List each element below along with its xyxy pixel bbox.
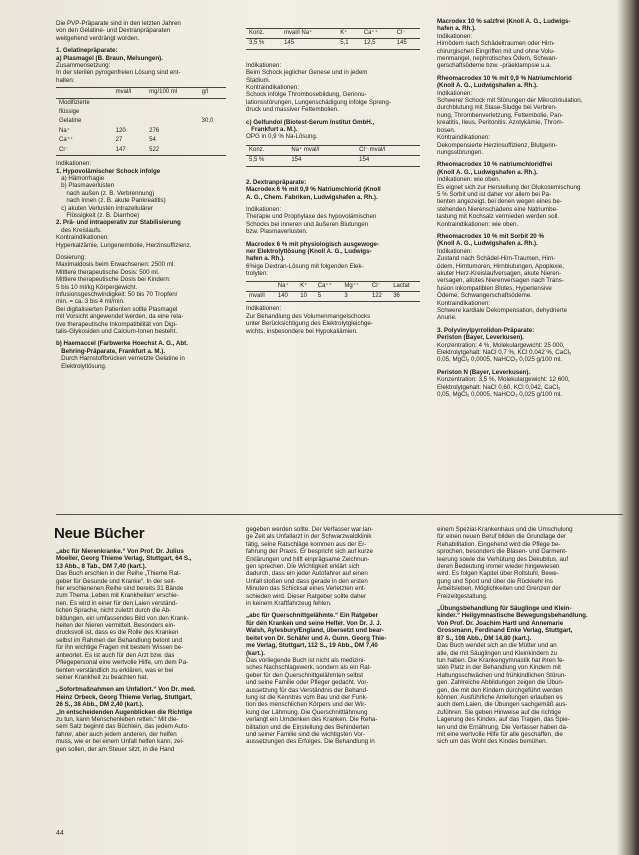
table-cell xyxy=(146,117,199,126)
text-line: Durch Harnstoffbrücken vernetzte Gelatine in xyxy=(56,355,185,363)
text-line: „Übungsbehandlung für Säuglinge und Klein- xyxy=(437,605,572,613)
table-cell: mval/l xyxy=(246,291,275,301)
text-line: zuführen. Sie geben Hinweise auf die richtige xyxy=(437,708,562,716)
text-line: nungsstörungen. xyxy=(437,148,484,156)
table-cell: 140 xyxy=(275,291,297,301)
text-line: können. Ausführliche Anleitungen erlauben es xyxy=(437,693,563,701)
table-cell xyxy=(146,108,199,117)
text-line: Indikationen: xyxy=(56,160,92,168)
haemaccel-table xyxy=(246,28,420,50)
column-2 xyxy=(246,28,422,335)
text-line: von den Gelatine- und Dextranpräparaten xyxy=(56,27,171,35)
text-line: Hirnödem nach Schädeltraumen oder Hirn- xyxy=(437,40,555,48)
text-line: Kontraindikationen: wie oben. xyxy=(437,220,519,228)
text-line: Moeller, Georg Thieme Verlag, Stuttgart, 64 S., xyxy=(56,555,192,563)
section-divider xyxy=(56,514,623,515)
text-line: antwortet. Es ist auch für den Arzt bzw. das xyxy=(56,651,175,659)
text-line: Rheomacrodex 10 % mit 0,9 % Natriumchlorid xyxy=(437,74,572,82)
table-cell: 36 xyxy=(390,291,420,301)
text-line: Kontraindikationen: xyxy=(56,234,109,242)
text-line: her erschienenen Reihe sind bereits 31 Bände xyxy=(56,585,184,593)
text-line: beitet von Dr. Schäfer und A. Gunn. Georg Thie- xyxy=(246,634,387,642)
text-line: len und die Ernährung. Die Verfasser haben da- xyxy=(437,723,569,731)
text-line: 0,05, MgCl₂ 0,0005, NaHCO₃ 0,025 g/100 ml. xyxy=(437,391,562,399)
column-3 xyxy=(437,18,623,399)
text-line: Macrodex 6 % mit 0,9 % Natriumchlorid (Knoll xyxy=(246,186,381,194)
text-line: fahrung der Praxis. Er bespricht sich auf kurze xyxy=(246,548,373,556)
text-line: Frankfurt a. M.). xyxy=(246,126,298,134)
text-line: hafen a. Rh.). xyxy=(246,255,285,263)
text-line: unter Berücksichtigung des Elektrolytgleichge- xyxy=(246,320,373,328)
books-column-1 xyxy=(56,548,232,753)
table-cell: Modifizierte xyxy=(59,99,90,106)
table-cell xyxy=(113,98,146,108)
text-line: gen, die mit den Kindern durchgeführt werden xyxy=(437,686,563,694)
text-line: mit Vorsicht angewendet werden, da eine rela- xyxy=(56,313,184,321)
text-line: kinder.“ Heilgymnastische Bewegungsbehandlung. xyxy=(437,612,588,620)
table-header-cell: Na⁺ mval/l xyxy=(288,145,356,155)
text-line: bosen. xyxy=(437,126,456,134)
table-header-cell: K⁺ xyxy=(297,281,315,291)
table-cell: 145 xyxy=(281,39,337,49)
text-line: A. G., Chem. Fabriken, Ludwigshafen a. Rh.). xyxy=(246,193,378,201)
text-line: Pflegepersonal eine wertvolle Hilfe, um dem Pa- xyxy=(56,659,189,667)
text-line: fahrer, aber auch jedem anderen, der helfen xyxy=(56,730,177,738)
text-line: für ihn wichtige Fragen mit bestem Wissen be- xyxy=(56,644,184,652)
table-cell: Na⁺ xyxy=(59,127,70,134)
text-line: Maximaldosis beim Erwachsenen: 2500 ml. xyxy=(56,261,175,269)
text-line: b) Haemaccel (Farbwerke Hoechst A. G., Abt. xyxy=(56,340,188,348)
text-line: b) Plasmaverlusten xyxy=(56,182,115,190)
table-header-cell: K⁺ xyxy=(337,29,361,39)
table-cell xyxy=(199,146,226,156)
table-row xyxy=(56,98,226,108)
text-line: lastung mit Kochsalz vermieden werden soll. xyxy=(437,213,560,221)
text-line: Hyperkalzämie, Lungenembolie, Herzinsuffizienz. xyxy=(56,241,192,249)
text-line: tienten angezeigt, bei denen wegen eines be- xyxy=(437,198,562,206)
table-cell: 10 xyxy=(297,291,315,301)
text-line: 2. Dextranpräparate: xyxy=(246,178,307,186)
table-cell: 5 xyxy=(315,291,342,301)
table-header-cell: Cl⁻ mval/l xyxy=(356,145,420,155)
text-line: 6%ige Dextran-Lösung mit folgenden Elek- xyxy=(246,262,364,270)
table-row xyxy=(56,136,226,145)
table-cell: 54 xyxy=(149,137,156,144)
text-line: bildungen, ein umfassendes Bild von den Krank- xyxy=(56,614,189,622)
text-line: talis-Glykosiden und Calcium-Ionen besteht. xyxy=(56,328,178,336)
table-cell xyxy=(146,98,199,108)
text-line: Elektrolytgehalt: NaCl 0,7 %, KCl 0,042 %, CaCl₂ xyxy=(437,349,572,357)
text-line: Zusammensetzung: xyxy=(56,62,111,70)
table-cell: 3,5 % xyxy=(246,39,281,49)
text-line: Bei digitalisierten Patienten sollte Plasmagel xyxy=(56,305,178,313)
table-cell: 12,5 xyxy=(361,39,394,49)
text-line: tätig, seine Ratschläge kommen aus der Er- xyxy=(246,540,367,548)
text-line: schieden wird. Dieser Ratgeber sollte daher xyxy=(246,592,367,600)
text-line: chirurgischen Eingriffen mit und ohne Volu- xyxy=(437,47,555,55)
text-line: und seine Familie oder Pfleger gedacht. Vor- xyxy=(246,679,369,687)
text-line: Indikationen: xyxy=(437,247,473,255)
table-cell: 120 xyxy=(115,127,126,134)
text-line: Haltungsschwächen und frühkindlichen Störun- xyxy=(437,671,567,679)
text-line: me Verlag, Stuttgart, 112 S., 19 Abb., DM 7,40 xyxy=(246,642,378,650)
text-line: Elektrolytlösung. xyxy=(56,362,107,370)
text-line: 87 S., 108 Abb., DM 14,80 (kart.). xyxy=(437,634,532,642)
text-line: sich um das Wohl des Kindes bemühen. xyxy=(437,738,548,746)
section-heading: Neue Bücher xyxy=(54,525,145,542)
table-cell: 147 xyxy=(113,146,146,156)
text-line: 3. Polyvinylpyrrolidon-Präparate: xyxy=(437,326,535,334)
text-line: Schwerer Schock mit Störungen der Mikrozirkulation, xyxy=(437,97,583,105)
text-line: Kontraindikationen: xyxy=(437,299,490,307)
text-line: mit eine wertvolle Hilfe für alle geschaffen, die xyxy=(437,730,563,738)
text-line: lung ist die Kenntnis vom Bau und der Funk- xyxy=(246,693,368,701)
text-line: verlangt ein Umdenken des Kranken. Die Reha- xyxy=(246,716,378,724)
text-line: bzw. Plasmaverlusten. xyxy=(246,228,308,236)
text-line: geber für Gesunde und Kranke“. In der seit- xyxy=(56,577,176,585)
table-header-cell xyxy=(56,88,113,98)
text-line: Beim Schock jeglicher Genese und in jedem xyxy=(246,69,368,77)
text-line: Indikationen: xyxy=(437,32,473,40)
text-line: In der sterilen pyrogenfreien Lösung sind ent- xyxy=(56,69,181,77)
text-line: drucksvoll ist, dass es die Rolle des Kranken xyxy=(56,629,179,637)
text-line: fusion inkompatiblen Blutes, Hypertensive xyxy=(437,284,552,292)
table-cell: 27 xyxy=(115,137,123,144)
text-line: „abc für Querschnittgelähmte.“ Ein Ratgeber xyxy=(246,612,379,620)
text-line: Indikationen: xyxy=(246,205,282,213)
text-line: druck und massiver Fettembolien. xyxy=(246,106,339,114)
text-line: Das Buch erschien in der Reihe „Thieme Rat- xyxy=(56,570,181,578)
text-line: Die PVP-Präparate sind in den letzten Jahren xyxy=(56,20,181,27)
column-1 xyxy=(56,20,232,370)
text-line: geber für den Querschnittgelähmten selbst xyxy=(246,671,363,679)
text-line: Periston N (Bayer, Leverkusen). xyxy=(437,368,531,376)
table-cell: 154 xyxy=(288,156,356,166)
text-line: Freizeitgestaltung. xyxy=(437,592,488,600)
table-row xyxy=(56,127,226,136)
text-line: 0,05, MgCl₂ 0,0005, NaHCO₃ 0,025 g/100 ml. xyxy=(437,356,562,364)
text-line: ner Elektrolytlösung (Knoll A. G., Ludwigs- xyxy=(246,247,372,255)
text-line: Lagerung des Kindes, auf das Tragen, das Spie- xyxy=(437,716,570,724)
text-line: seiner Krankheit zu beachten hat. xyxy=(56,673,149,681)
text-line: auch dem Laien, die Übungen sachgemäß aus- xyxy=(437,701,568,709)
text-line: kreatitis, Ileus, Peritonitis. Azotykämie, Throm- xyxy=(437,119,564,127)
text-line: lationsstörungen, Lungenschädigung infolge Spreng- xyxy=(246,98,391,106)
text-line: Das vorliegende Buch ist nicht als medizini- xyxy=(246,656,366,664)
text-line: und seiner Familie sind die wichtigsten Vor- xyxy=(246,730,365,738)
text-line: Dosierung: xyxy=(56,253,86,261)
text-line: Konzentration: 3,5 %, Molekulargewicht: 12 600, xyxy=(437,376,570,384)
text-line: Dekompensierte Herzinsuffizienz, Blutgerin- xyxy=(437,141,558,149)
table-header-cell: g/l xyxy=(199,88,226,98)
text-line: „In entscheidenden Augenblicken die Richtige xyxy=(56,708,193,716)
text-line: Therapie und Prophylaxe des hypovolämischen xyxy=(246,213,377,221)
text-line: gung und Sport und über die Rückkehr ins xyxy=(437,577,553,585)
text-line: Flüssigkeit (z. B. Diarrhoe) xyxy=(56,211,140,219)
text-line: Minuten das Schicksal eines Verletzten ent- xyxy=(246,585,366,593)
table-cell: 5,1 xyxy=(337,39,361,49)
table-header-cell: Ca⁺⁺ xyxy=(361,29,394,39)
text-line: nung, Thrombenverletzung, Fettembolie, Pan- xyxy=(437,111,564,119)
text-line: Zustand nach Schädel-Hirn-Traumen, Hirn- xyxy=(437,255,556,263)
table-header-cell: Cl⁻ xyxy=(394,29,420,39)
text-line: a) Hämorrhagie xyxy=(56,174,105,182)
gelfundol-table xyxy=(246,145,420,167)
text-line: Erklärungen und hilft einprägsame Zeichnun- xyxy=(246,555,370,563)
table-cell: flüssige xyxy=(59,109,80,116)
text-line: „abc für Nierenkranke.“ Von Prof. Dr. Julius xyxy=(56,548,184,555)
text-line: (Knoll A. G., Ludwigshafen a. Rh.). xyxy=(437,240,538,248)
text-line: Grossmann, Ferdinand Enke Verlag, Stuttgart, xyxy=(437,627,573,635)
books-column-2 xyxy=(246,526,422,746)
text-line: 5 bis 10 ml/kg Körpergewicht. xyxy=(56,283,138,291)
text-line: bilitation und die Einstellung des Behinderten xyxy=(246,723,370,731)
text-line: ge Zeit als Unfallarzt in der Schwarzwaldklinik xyxy=(246,533,372,541)
text-line: Heinz Orbeck, Georg Thieme Verlag, Stuttgart, xyxy=(56,693,192,701)
text-line: c) Gelfundol (Biotest-Serum Institut GmbH., xyxy=(246,118,375,126)
text-line: Indikationen: xyxy=(246,61,282,69)
text-line: ödem, Hirntumoren, Hirnblutungen, Apoplexie, xyxy=(437,262,564,270)
table-cell xyxy=(199,136,226,145)
table-cell: 145 xyxy=(394,39,420,49)
text-line: 13 Abb., 8 Tab., DM 7,40 (kart.). xyxy=(56,562,147,570)
text-line: Unfall stoßen und dass gerade in den ersten xyxy=(246,577,368,585)
text-line: wird. Es folgen Kapitel über Rollstuhl, Bewe- xyxy=(437,570,559,578)
text-line: Rheomacrodex 10 % mit Sorbit 20 % xyxy=(437,232,544,240)
text-line: gen. Zahlreiche Abbildungen zeigen die Übun- xyxy=(437,679,564,687)
table-header-cell: Cl⁻ xyxy=(369,281,390,291)
text-line: sches Nachschlagewerk, sondern als ein Rat- xyxy=(246,664,372,672)
table-cell: 5,5 % xyxy=(246,156,288,166)
text-line: durchblutung mit Stase-Sludge bei Verbren- xyxy=(437,104,558,112)
books-column-3 xyxy=(437,526,623,746)
text-line: deren Bedeutung immer wieder hingewiesen xyxy=(437,563,560,571)
text-line: aussetzungen des Erfolges. Die Behandlung in xyxy=(246,738,375,746)
text-line: tive therapeutische Inkompatibilität von Digi- xyxy=(56,320,178,328)
text-line: hafen a. Rh.). xyxy=(437,25,476,33)
text-line: Das Buch wendet sich an die Mütter und an xyxy=(437,642,557,650)
macrodex-electrolyte-table xyxy=(246,281,420,303)
page-number: 44 xyxy=(56,830,64,837)
table-cell xyxy=(199,127,226,136)
text-line: halten: xyxy=(56,76,75,84)
text-line: OPG in 0,9 % Na-Lösung. xyxy=(246,133,318,141)
table-cell: 276 xyxy=(149,127,160,134)
plasmagel-table xyxy=(56,87,226,156)
text-line: zum Thema ‚Leben mit Krankheiten‘ erschie- xyxy=(56,592,179,600)
text-line: Kontraindikationen: xyxy=(246,84,299,92)
text-line: min. = ca. 3 bis 4 ml/min. xyxy=(56,298,125,306)
text-line: für einen neuen Beruf bilden die Grundlage der xyxy=(437,533,566,541)
text-line: Es eignet sich zur Herstellung der Glukosemischung xyxy=(437,183,581,191)
text-line: Elektrolytgehalt: NaCl 0,60, KCl 0,042, CaCl₂ xyxy=(437,383,561,391)
text-line: in keinem Kraftfahrzeug fehlen. xyxy=(246,600,332,608)
text-line: alle, die mit Säuglingen und Kleinkindern zu xyxy=(437,649,558,657)
table-header-cell: Konz. xyxy=(246,29,281,39)
text-line: sprochen, besonders die Blasen- und Darment- xyxy=(437,548,568,556)
text-line: sem Satz beginnt das Büchlein, das jedem Auto- xyxy=(56,723,190,731)
table-cell: 154 xyxy=(356,156,420,166)
text-line: Indikationen: xyxy=(437,89,473,97)
text-line: 5 % Sorbit und ist daher vor allem bei Pa- xyxy=(437,190,552,198)
table-header-cell: mval/l Na⁺ xyxy=(281,29,337,39)
text-line: nach innen (z. B. akute Pankreatitis) xyxy=(56,197,166,205)
text-line: Infusionsgeschwindigkeit: 50 bis 70 Tropfen/ xyxy=(56,291,178,298)
table-row xyxy=(56,117,226,126)
text-line: gegeben werden sollte. Der Verfasser war lan- xyxy=(246,526,374,533)
text-line: 1. Gelatinepräparate: xyxy=(56,47,118,55)
text-line: Konzentration: 4 %, Molekulargewicht: 25 000, xyxy=(437,341,565,349)
table-cell: Ca⁺⁺ xyxy=(59,137,74,144)
text-line: Macrodex 6 % mit physiologisch ausgewoge- xyxy=(246,240,380,248)
text-line: selbst im Rahmen der Behandlung betont und xyxy=(56,636,182,644)
table-cell xyxy=(113,117,146,126)
text-line: Rheomacrodex 10 % natriumchloridfrei xyxy=(437,161,553,169)
table-cell: 30,0 xyxy=(201,118,214,125)
text-line: Von Prof. Dr. Joachim Hartl und Annemarie xyxy=(437,619,564,627)
text-line: tun haben. Die Krankengymnastik hat ihren fe- xyxy=(437,656,565,664)
text-line: Schwere kardiale Dekompensation, dehydrierte xyxy=(437,307,568,315)
table-cell xyxy=(199,98,226,108)
text-line: 26 S., 38 Abb., DM 2,40 (kart.). xyxy=(56,701,144,709)
text-line: Walsh, Aylesbury/England, übersetzt und bear- xyxy=(246,627,384,635)
text-line: 2. Prä- und intraoperativ zur Stabilisierung xyxy=(56,219,181,227)
text-line: heiten der Nieren vermittelt. Besonders ein- xyxy=(56,622,176,630)
table-cell: 522 xyxy=(146,146,199,156)
text-line: Rehabilitation. Eingehend wird die Pflege be- xyxy=(437,540,561,548)
table-cell xyxy=(199,108,226,117)
table-header-cell: Konz. xyxy=(246,145,288,155)
table-header-cell: mg/100 ml xyxy=(146,88,199,98)
text-line: trolyten: xyxy=(246,270,269,278)
text-line: für den Kranken und seine Helfer. Von Dr. J. J. xyxy=(246,619,382,627)
text-line: (Knoll A. G., Ludwigshafen a. Rh.). xyxy=(437,82,538,90)
text-line: Anurie. xyxy=(437,314,457,322)
text-line: tienten verständlich zu erklären, was er bei xyxy=(56,666,174,674)
text-line: Schock infolge Thrombosebildung, Gerinnu- xyxy=(246,91,367,99)
text-line: sten Platz in der Behandlung von Kindern mit xyxy=(437,664,561,672)
text-line: nach außen (z. B. Verbrennung) xyxy=(56,189,155,197)
text-line: Mittlere therapeutische Dosis bei Kindern: xyxy=(56,276,171,284)
text-line: Zur Behandlung des Volumenmangelschocks xyxy=(246,312,371,320)
text-line: einem Spezial-Krankenhaus und die Umschulung xyxy=(437,526,573,533)
text-line: lichen Sprache, nicht zuletzt durch die Ab- xyxy=(56,607,172,615)
text-line: Macrodex 10 % salzfrei (Knoll A. G., Ludwigs- xyxy=(437,18,571,25)
text-line: aussetzung für das Verständnis der Behand- xyxy=(246,686,369,694)
text-line: nen. Es wird in einer für den Laien verständ- xyxy=(56,599,178,607)
text-line: tion des menschlichen Körpers und der Wir- xyxy=(246,701,367,709)
text-line: leerung sowie die Verhütung des Dekubitus, auf xyxy=(437,555,569,563)
text-line: Indikationen: wie oben. xyxy=(437,176,501,184)
text-line: Indikationen: xyxy=(246,305,282,313)
text-line: Arbeitsleben. Möglichkeiten und Grenzen der xyxy=(437,585,561,593)
text-line: weitgehend verdrängt worden. xyxy=(56,34,140,42)
text-line: versagen, akutes Nierenversagen nach Trans- xyxy=(437,277,564,285)
table-cell xyxy=(113,108,146,117)
table-row xyxy=(56,146,226,156)
text-line: muss, wie er bei einem Unfall helfen kann, zei- xyxy=(56,738,184,746)
table-header-cell: Lactat xyxy=(390,281,420,291)
text-line: Ödeme, Schwangerschaftsödeme. xyxy=(437,292,532,300)
text-line: Periston (Bayer, Leverkusen). xyxy=(437,334,525,342)
text-line: akuter Herz-Kreislaufversagen, akute Nieren- xyxy=(437,270,562,277)
text-line: „Sofortmaßnahmen am Unfallort.“ Von Dr. med. xyxy=(56,686,196,694)
table-header-cell: Mg⁺⁺ xyxy=(341,281,369,291)
text-line: zu tun, kann Menschenleben retten.“ Mit die- xyxy=(56,715,179,723)
text-line: stehenden Nierenschadens eine Natriumbe- xyxy=(437,205,559,213)
text-line: c) akuten Verlusten intrazellulärer xyxy=(56,204,153,212)
text-line: Kontraindikationen: xyxy=(437,134,490,142)
text-line: menmangel, nephrotisches Ödem, Schwan- xyxy=(437,55,558,63)
text-line: Mittlere therapeutische Dosis: 500 ml. xyxy=(56,268,160,276)
table-cell: Gelatine xyxy=(59,118,82,125)
table-row xyxy=(56,108,226,117)
text-line: 1. Hypovolämischer Schock infolge xyxy=(56,167,161,175)
table-header-cell: Ca⁺⁺ xyxy=(315,281,342,291)
text-line: gen sollen, der am Steuer sitzt, in die Hand xyxy=(56,745,175,753)
text-line: (kart.). xyxy=(246,649,265,657)
text-line: gen sprechen. Die Wichtigkeit erklärt sich xyxy=(246,563,360,571)
text-line: a) Plasmagel (B. Braun, Melsungen). xyxy=(56,54,163,62)
text-line: Behring-Präparate, Frankfurt a. M.). xyxy=(56,347,165,355)
text-line: dadurch, dass ein jeder Autofahrer auf einen xyxy=(246,570,368,578)
text-line: des Kreislaufs. xyxy=(56,226,102,234)
text-line: Schocks bei inneren und äußeren Blutungen xyxy=(246,220,369,228)
text-line: (Knoll A. G., Ludwigshafen a. Rh.). xyxy=(437,168,538,176)
text-line: gerschaftsödeme bzw. -präeklampsie u.a. xyxy=(437,62,552,70)
table-header-cell: Na⁺ xyxy=(275,281,297,291)
text-line: kung der Lähmung. Die Querschnittlähmung xyxy=(246,708,368,716)
table-header-cell xyxy=(246,281,275,291)
text-line: Stadium. xyxy=(246,76,271,84)
table-cell: 3 xyxy=(341,291,369,301)
table-cell: Cl⁻ xyxy=(56,146,113,156)
table-header-cell: mval/l xyxy=(113,88,146,98)
table-cell: 122 xyxy=(369,291,390,301)
text-line: wichts, insbesondere bei Hypokaliämien. xyxy=(246,327,358,335)
